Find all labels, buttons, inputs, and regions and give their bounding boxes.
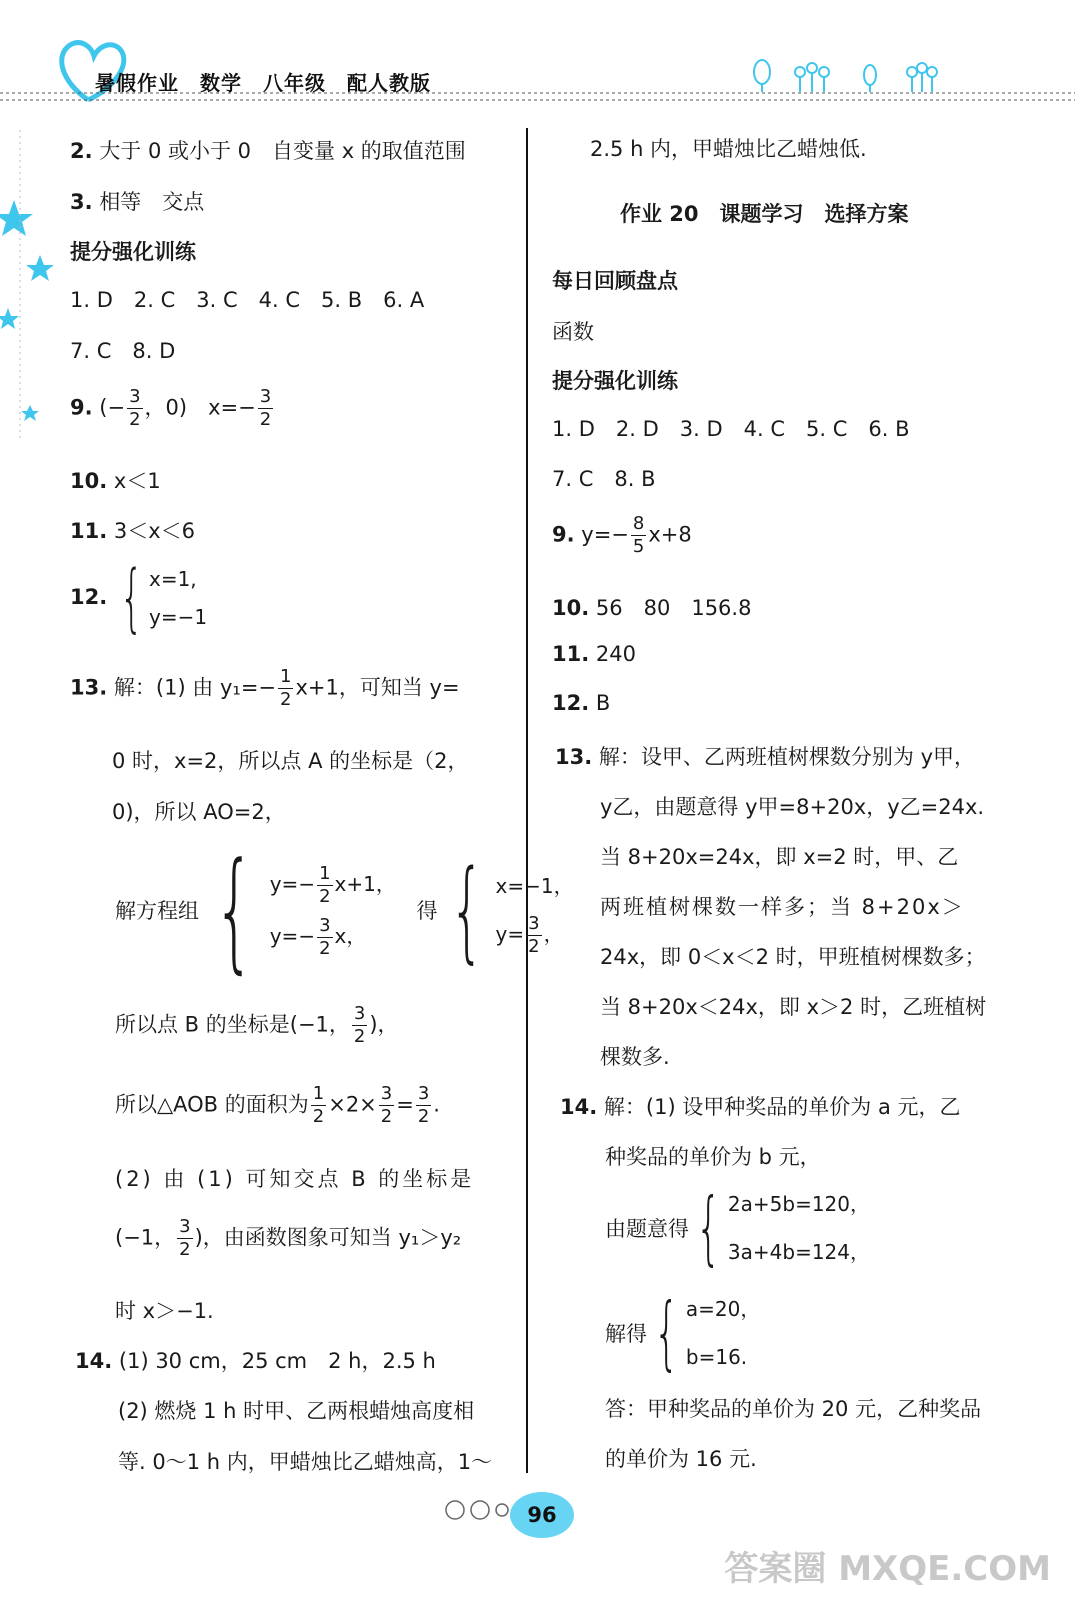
q-number: 11.	[70, 519, 108, 543]
equation-system: x=1, y=−1	[148, 567, 208, 629]
math-text: (−	[99, 395, 126, 420]
watermark: 答案圈 MXQE.COM	[724, 1549, 1051, 1589]
review-answer: 函数	[552, 320, 594, 344]
fraction: $\frac{1}{2}$	[280, 666, 292, 710]
header-decoration	[0, 0, 1075, 130]
q-answer: 大于 0 或小于 0 自变量 x 的取值范围	[99, 139, 466, 163]
left-q11	[70, 515, 195, 545]
q-number: 3.	[70, 190, 93, 214]
section-heading: 提分强化训练	[552, 369, 678, 393]
left-q13-p2-line2: (−1， $\frac{3}{2}$ )，由函数图象可知当 y₁＞y₂	[115, 1216, 462, 1260]
right-q13-line1: 13. 解：设甲、乙两班植树棵数分别为 y甲，	[555, 745, 975, 769]
review-heading: 每日回顾盘点	[552, 269, 678, 293]
q-number: 9.	[552, 522, 575, 547]
q-number: 12.	[70, 585, 108, 609]
column-divider	[526, 128, 528, 1473]
fraction: $\frac{3}{2}$	[259, 386, 272, 430]
star-icon	[26, 255, 54, 281]
left-q2	[70, 135, 466, 165]
right-q12: 12. B	[552, 691, 611, 715]
q-number: 13.	[70, 675, 108, 700]
q-number: 11.	[552, 642, 590, 666]
right-q13-line5: 24x，即 0＜x＜2 时，甲班植树棵数多；	[600, 945, 986, 969]
left-mc-row2: 7. C 8. D	[70, 339, 176, 363]
page-number: 96	[510, 1492, 574, 1538]
q-answer: 3＜x＜6	[113, 519, 196, 543]
right-q14-system: 由题意得{ 2a+5b=120， 3a+4b=124，	[605, 1181, 870, 1274]
assignment-heading: 作业 20 课题学习 选择方案	[620, 202, 909, 226]
brace: {	[119, 555, 144, 641]
left-q10	[70, 465, 161, 495]
q-number: 12.	[552, 691, 590, 715]
star-icon	[21, 405, 39, 421]
q-number: 9.	[70, 395, 93, 420]
left-q14-line2: (2) 燃烧 1 h 时甲、乙两根蜡烛高度相	[118, 1399, 475, 1423]
q-number: 14.	[560, 1095, 598, 1119]
left-q13-pointB: 所以点 B 的坐标是(−1， $\frac{3}{2}$ )，	[115, 1003, 399, 1047]
right-q13-line3: 当 8+20x=24x，即 x=2 时，甲、乙	[600, 845, 959, 869]
math-text: ，0) x=−	[144, 395, 256, 420]
q-number: 10.	[70, 469, 108, 493]
right-q14-line1: 14. 解：(1) 设甲种奖品的单价为 a 元，乙	[560, 1095, 961, 1119]
left-q9	[70, 388, 275, 429]
tree-icons	[754, 60, 937, 92]
left-q13-line3: 0)，所以 AO=2，	[112, 800, 286, 824]
star-decoration	[0, 130, 60, 440]
right-mc-row1: 1. D 2. D 3. D 4. C 5. C 6. B	[552, 417, 910, 441]
right-q14-solution: 解得{ a=20， b=16.	[605, 1286, 761, 1379]
right-q14-answer2: 的单价为 16 元.	[605, 1447, 757, 1471]
star-icon	[0, 200, 33, 236]
left-q13-area: 所以△AOB 的面积为 $\frac{1}{2}$ ×2× $\frac{3}{2}$ = $\frac{3}{2}$ .	[115, 1083, 440, 1127]
footer-ornament	[440, 1495, 510, 1525]
left-q13-p2-line3: 时 x＞−1.	[115, 1299, 214, 1323]
header-title: 暑假作业 数学 八年级 配人教版	[95, 71, 431, 95]
right-q13-line7: 棵数多.	[600, 1045, 670, 1069]
left-q13-line2: 0 时，x=2，所以点 A 的坐标是（2，	[112, 749, 469, 773]
section-heading: 提分强化训练	[70, 240, 196, 264]
q-number: 14.	[75, 1349, 113, 1373]
left-q12	[70, 555, 208, 641]
right-q14-line2: 种奖品的单价为 b 元，	[605, 1145, 821, 1169]
right-q9: 9. y=− $\frac{8}{5}$ x+8	[552, 513, 692, 557]
right-q11: 11. 240	[552, 642, 636, 666]
star-icon	[0, 308, 19, 329]
right-continuation: 2.5 h 内，甲蜡烛比乙蜡烛低.	[590, 137, 867, 161]
q-answer: 相等 交点	[99, 190, 205, 214]
right-q14-answer1: 答：甲种奖品的单价为 20 元，乙种奖品	[605, 1397, 982, 1421]
q-number: 13.	[555, 745, 593, 769]
q-answer: x＜1	[113, 469, 161, 493]
fraction: $\frac{3}{2}$	[129, 386, 141, 430]
left-q3	[70, 186, 204, 216]
right-q13-line2: y乙，由题意得 y甲=8+20x，y乙=24x.	[600, 795, 985, 819]
q-number: 10.	[552, 596, 590, 620]
left-q14-line3: 等. 0～1 h 内，甲蜡烛比乙蜡烛高，1～	[118, 1450, 493, 1474]
left-q14-line1: 14. (1) 30 cm，25 cm 2 h，2.5 h	[75, 1349, 436, 1373]
right-q13-line4: 两班植树棵数一样多；当 8+20x＞	[600, 895, 965, 919]
right-q13-line6: 当 8+20x＜24x，即 x＞2 时，乙班植树	[600, 995, 987, 1019]
left-q13-p2-line1: (2) 由 (1) 可知交点 B 的坐标是	[115, 1167, 475, 1191]
right-q10: 10. 56 80 156.8	[552, 596, 752, 620]
q-number: 2.	[70, 139, 93, 163]
left-q13-system: 解方程组 { y=− $\frac{1}{2}$ x+1， y=− $\frac{3}{2}$ x， 得 { x=−1， y= $\frac{3}{2}$ ，	[115, 834, 574, 986]
left-q13-line1: 13. 解：(1) 由 y₁=− $\frac{1}{2}$ x+1，可知当 y=	[70, 666, 460, 710]
left-mc-row1: 1. D 2. C 3. C 4. C 5. B 6. A	[70, 288, 425, 312]
right-mc-row2: 7. C 8. B	[552, 467, 656, 491]
